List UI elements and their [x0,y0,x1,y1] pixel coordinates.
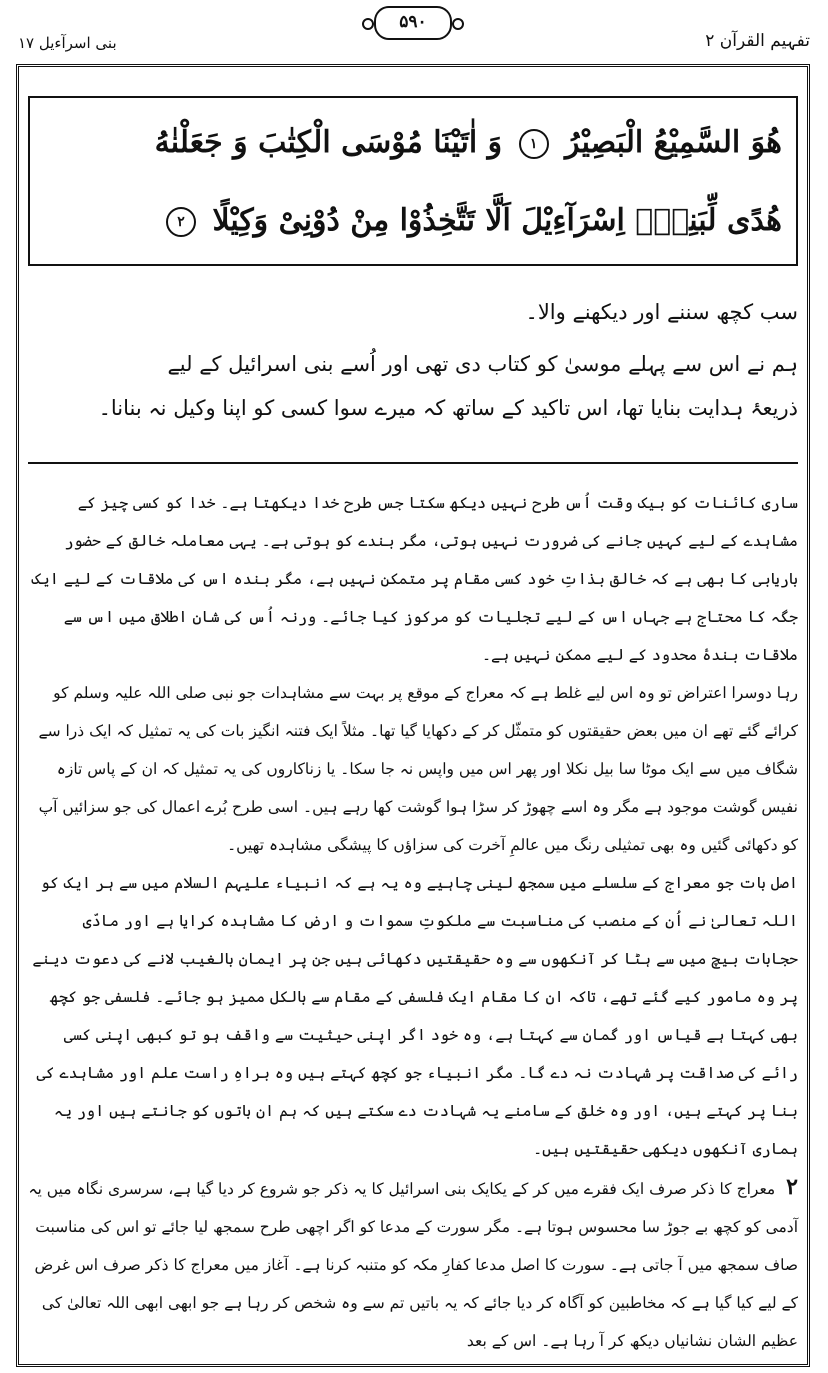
commentary-paragraph: رہا دوسرا اعتراض تو وہ اس لیے غلط ہے کہ معراج کے موقع پر بہت سے مشاہدات جو نبی صلی اللہ علیہ وسلم کو کرائے گئے تھے ان میں بعض حقیقتوں کو متمثّل کر کے دکھایا گیا تھا۔ مثلاً ایک فتنہ انگیز بات کی یہ تمثیل کہ ایک ذرا سے شگاف میں سے ایک موٹا سا بیل نکلا اور پھر اس میں واپس نہ جا سکا۔ یا زناکاروں کی یہ تمثیل کہ ان کے پاس تازہ نفیس گوشت موجود ہے مگر وہ اسے چھوڑ کر سڑا ہوا گوشت کھا رہے ہیں۔ اسی طرح بُرے اعمال کی جو سزائیں آپ کو دکھائی گئیں وہ بھی تمثیلی رنگ میں عالمِ آخرت کی سزاؤں کا پیشگی مشاہدہ تھیں۔ [38,684,798,854]
commentary-paragraph: ساری کائنات کو بیک وقت اُس طرح نہیں دیکھ سکتا جس طرح خدا دیکھتا ہے۔ خدا کو کسی چیز کے مشاہدے کے لیے کہیں جانے کی ضرورت نہیں ہوتی، مگر بندے کو ہوتی ہے۔ یہی معاملہ خالق کے حضور باریابی کا بھی ہے کہ خالق بذاتِ خود کسی مقام پر متمکن نہیں ہے، مگر بندہ اس کی ملاقات کے لیے ایک جگہ کا محتاج ہے جہاں اس کے لیے تجلیات کو مرکوز کیا جائے۔ ورنہ اُس کی شانِ اطلاق میں اس سے ملاقات بندۂ محدود کے لیے ممکن نہیں ہے۔ [31,494,798,664]
commentary-paragraph-footnote [28,1168,798,1360]
ayah-text-1a: هُوَ السَّمِیْعُ الْبَصِیْرُ [565,125,782,160]
commentary [28,484,798,1360]
footnote-text: معراج کا ذکر صرف ایک فقرے میں کر کے یکایک بنی اسرائیل کا یہ ذکر جو شروع کر دیا گیا ہے، سرسری نگاہ میں یہ آدمی کو کچھ بے جوڑ سا محسوس ہوتا ہے۔ مگر سورت کے مدعا کو اگر اچھی طرح سمجھ لیا جائے تو اس کی مناسبت صاف سمجھ میں آ جاتی ہے۔ سورت کا اصل مدعا کفارِ مکہ کو متنبہ کرنا ہے۔ آغاز میں معراج کا ذکر صرف اس غرض کے لیے کیا گیا ہے کہ مخاطبین کو آگاہ کر دیا جائے کہ یہ باتیں تم سے وہ شخص کر رہا ہے جو ابھی ابھی اللہ تعالیٰ کی عظیم الشان نشانیاں دیکھ کر آ رہا ہے۔ اس کے بعد [28,1180,798,1350]
book-title: تفہیم القرآن ۲ [705,31,810,51]
page-header [0,0,828,64]
surah-name: بنی اسرآءیل ۱۷ [18,34,117,52]
ayah-line-1 [44,104,782,182]
ayah-number-marker: ١ [519,129,549,159]
ayah-number-marker: ٢ [166,207,196,237]
ayah-text-1b: وَ اٰتَیْنَا مُوْسَى الْكِتٰبَ وَ جَعَلْنٰهُ [154,125,503,160]
translation-line: ذریعۂ ہدایت بنایا تھا، اس تاکید کے ساتھ کہ میرے سوا کسی کو اپنا وکیل نہ بنانا۔ [98,396,798,420]
page-number: ۵۹۰ [374,6,452,40]
ayah-box [28,96,798,266]
translation [28,290,798,430]
commentary-paragraph: اصل بات جو معراج کے سلسلے میں سمجھ لینی چاہیے وہ یہ ہے کہ انبیاء علیہم السلام میں سے ہر ایک کو اللہ تعالیٰ نے اُن کے منصب کی مناسبت سے ملکوتِ سموات و ارض کا مشاہدہ کرایا ہے اور مادّی حجابات بیچ میں سے ہٹا کر آنکھوں سے وہ حقیقتیں دکھائی ہیں جن پر ایمان بالغیب لانے کی دعوت دینے پر وہ مامور کیے گئے تھے، تاکہ ان کا مقام ایک فلسفی کے مقام سے بالکل ممیز ہو جائے۔ فلسفی جو کچھ بھی کہتا ہے قیاس اور گمان سے کہتا ہے، وہ خود اگر اپنی حیثیت سے واقف ہو تو کبھی اپنی کسی رائے کی صداقت پر شہادت نہ دے گا۔ مگر انبیاء جو کچھ کہتے ہیں وہ براہِ راست علم اور مشاہدے کی بنا پر کہتے ہیں، اور وہ خلق کے سامنے یہ شہادت دے سکتے ہیں کہ ہم ان باتوں کو جانتے ہیں اور یہ ہماری آنکھوں دیکھی حقیقتیں ہیں۔ [32,874,798,1158]
footnote-number: ۲ [786,1174,798,1200]
section-divider [28,462,798,464]
ayah-line-2 [44,182,782,260]
ayah-text-2: هُدًى لِّبَنِیْۤ اِسْرَآءِیْلَ اَلَّا تَتَّخِذُوْا مِنْ دُوْنِیْ وَكِیْلًا [212,203,782,238]
translation-line: ہم نے اس سے پہلے موسیٰ کو کتاب دی تھی اور اُسے بنی اسرائیل کے لیے [167,352,798,376]
translation-line: سب کچھ سننے اور دیکھنے والا۔ [525,300,798,324]
